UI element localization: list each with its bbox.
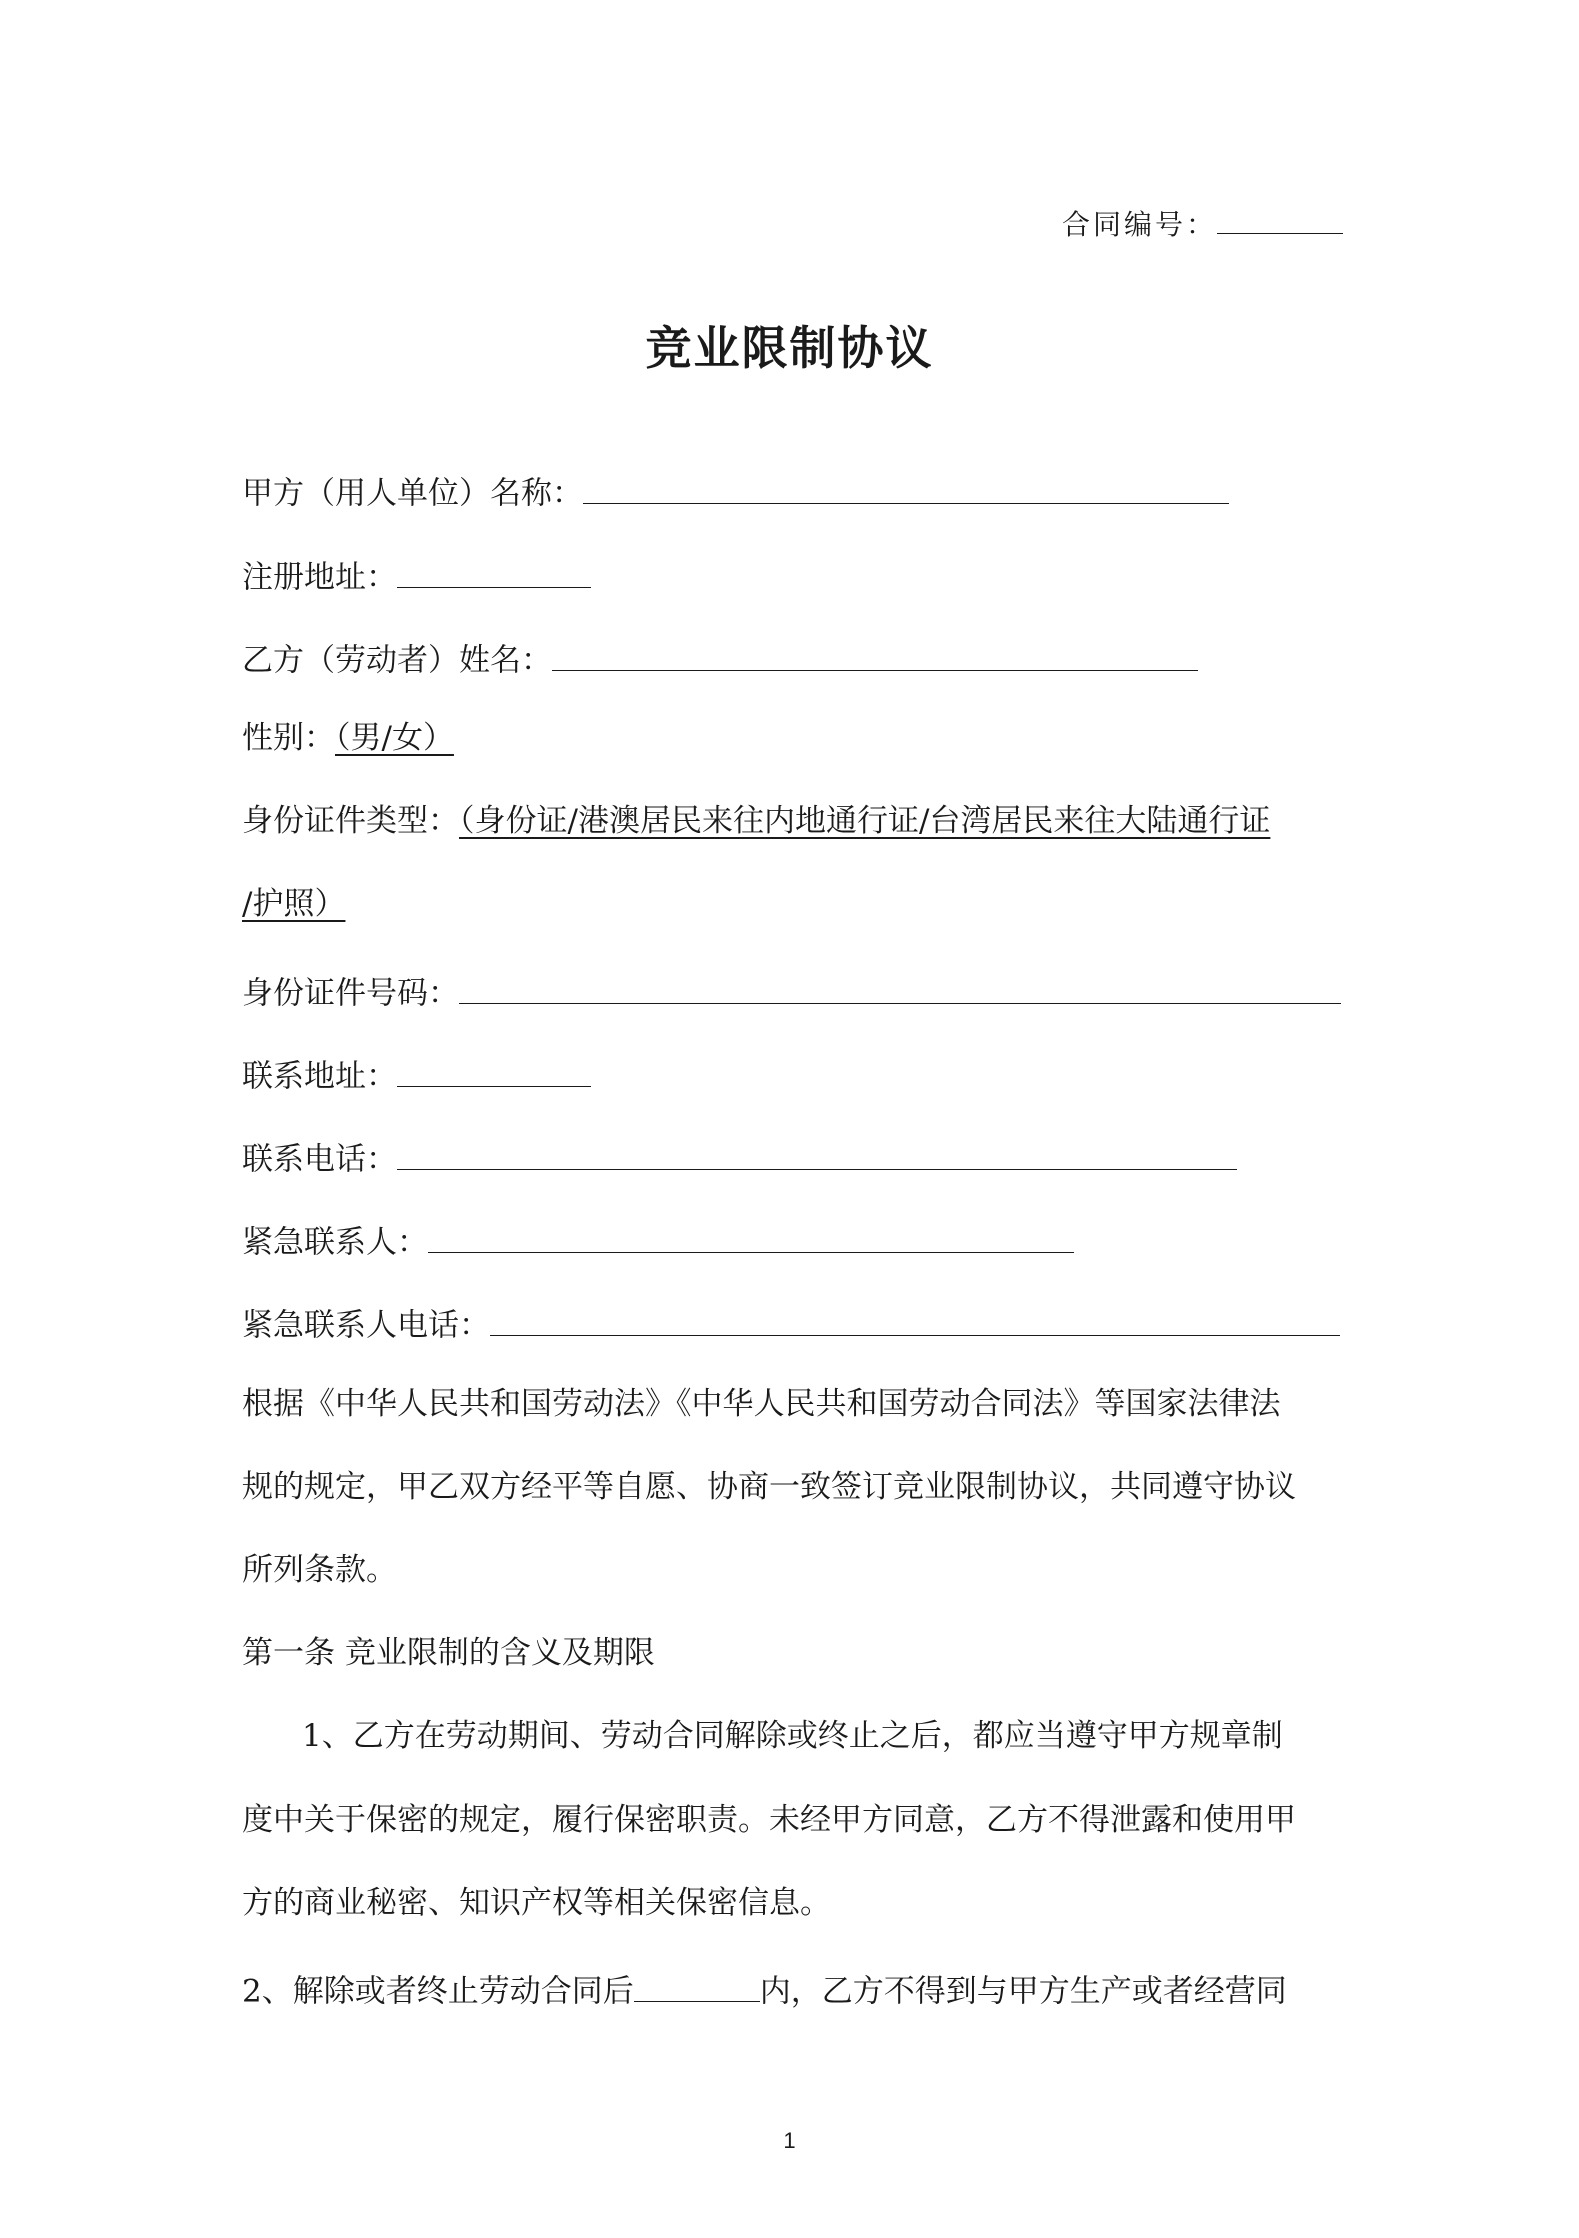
party-b-name-label: 乙方（劳动者）姓名： [242,642,552,679]
registered-address-row [242,554,591,597]
emergency-contact-row [242,1219,1074,1262]
preamble-line: 根据《中华人民共和国劳动法》《中华人民共和国劳动合同法》等国家法律法 [242,1386,1281,1422]
party-a-name-blank[interactable] [583,470,1229,504]
gender-value[interactable]: （男/女） [335,720,454,756]
party-b-name-blank[interactable] [552,637,1198,671]
id-type-label: 身份证件类型： [242,803,459,839]
contact-address-label: 联系地址： [242,1058,397,1095]
clause-2-text-before: 2、解除或者终止劳动合同后 [242,1973,634,2010]
emergency-contact-label: 紧急联系人： [242,1224,428,1261]
emergency-phone-label: 紧急联系人电话： [242,1307,490,1344]
gender-row [242,720,454,757]
restriction-period-blank[interactable] [634,1968,760,2002]
page-number: 1 [783,2128,796,2153]
party-a-name-row [242,470,1229,513]
clause-2-line [242,1968,1287,2011]
contract-number [1062,203,1343,243]
id-type-value-continued[interactable]: /护照） [242,886,346,922]
emergency-contact-blank[interactable] [428,1219,1074,1253]
gender-label: 性别： [242,720,335,756]
contact-address-row [242,1053,591,1096]
clause-2-text-after: 内，乙方不得到与甲方生产或者经营同 [759,1973,1287,2010]
party-b-name-row [242,637,1198,680]
document-title: 竞业限制协议 [645,321,934,375]
contact-phone-row [242,1136,1237,1179]
id-number-blank[interactable] [459,970,1341,1004]
id-type-value[interactable]: （身份证/港澳居民来往内地通行证/台湾居民来往大陆通行证 [459,803,1271,839]
id-type-row [242,803,1270,840]
emergency-phone-row [242,1302,1340,1345]
preamble-line: 规的规定，甲乙双方经平等自愿、协商一致签订竞业限制协议，共同遵守协议 [242,1469,1296,1505]
contract-number-blank[interactable] [1217,204,1343,234]
id-type-row-continued [242,886,345,923]
contact-address-blank[interactable] [397,1053,591,1087]
clause-1-line: 1、乙方在劳动期间、劳动合同解除或终止之后，都应当遵守甲方规章制 [302,1718,1283,1754]
contact-phone-label: 联系电话： [242,1141,397,1178]
registered-address-blank[interactable] [397,554,591,588]
preamble-line: 所列条款。 [242,1552,397,1588]
contact-phone-blank[interactable] [397,1136,1237,1170]
article-1-heading: 第一条 竞业限制的含义及期限 [242,1635,655,1671]
clause-1-line: 度中关于保密的规定，履行保密职责。未经甲方同意，乙方不得泄露和使用甲 [242,1802,1296,1838]
id-number-label: 身份证件号码： [242,975,459,1012]
clause-1-line: 方的商业秘密、知识产权等相关保密信息。 [242,1885,831,1921]
contract-number-label: 合同编号： [1061,208,1217,241]
id-number-row [242,970,1341,1013]
registered-address-label: 注册地址： [242,559,397,596]
emergency-phone-blank[interactable] [490,1302,1340,1336]
party-a-name-label: 甲方（用人单位）名称： [242,475,583,512]
